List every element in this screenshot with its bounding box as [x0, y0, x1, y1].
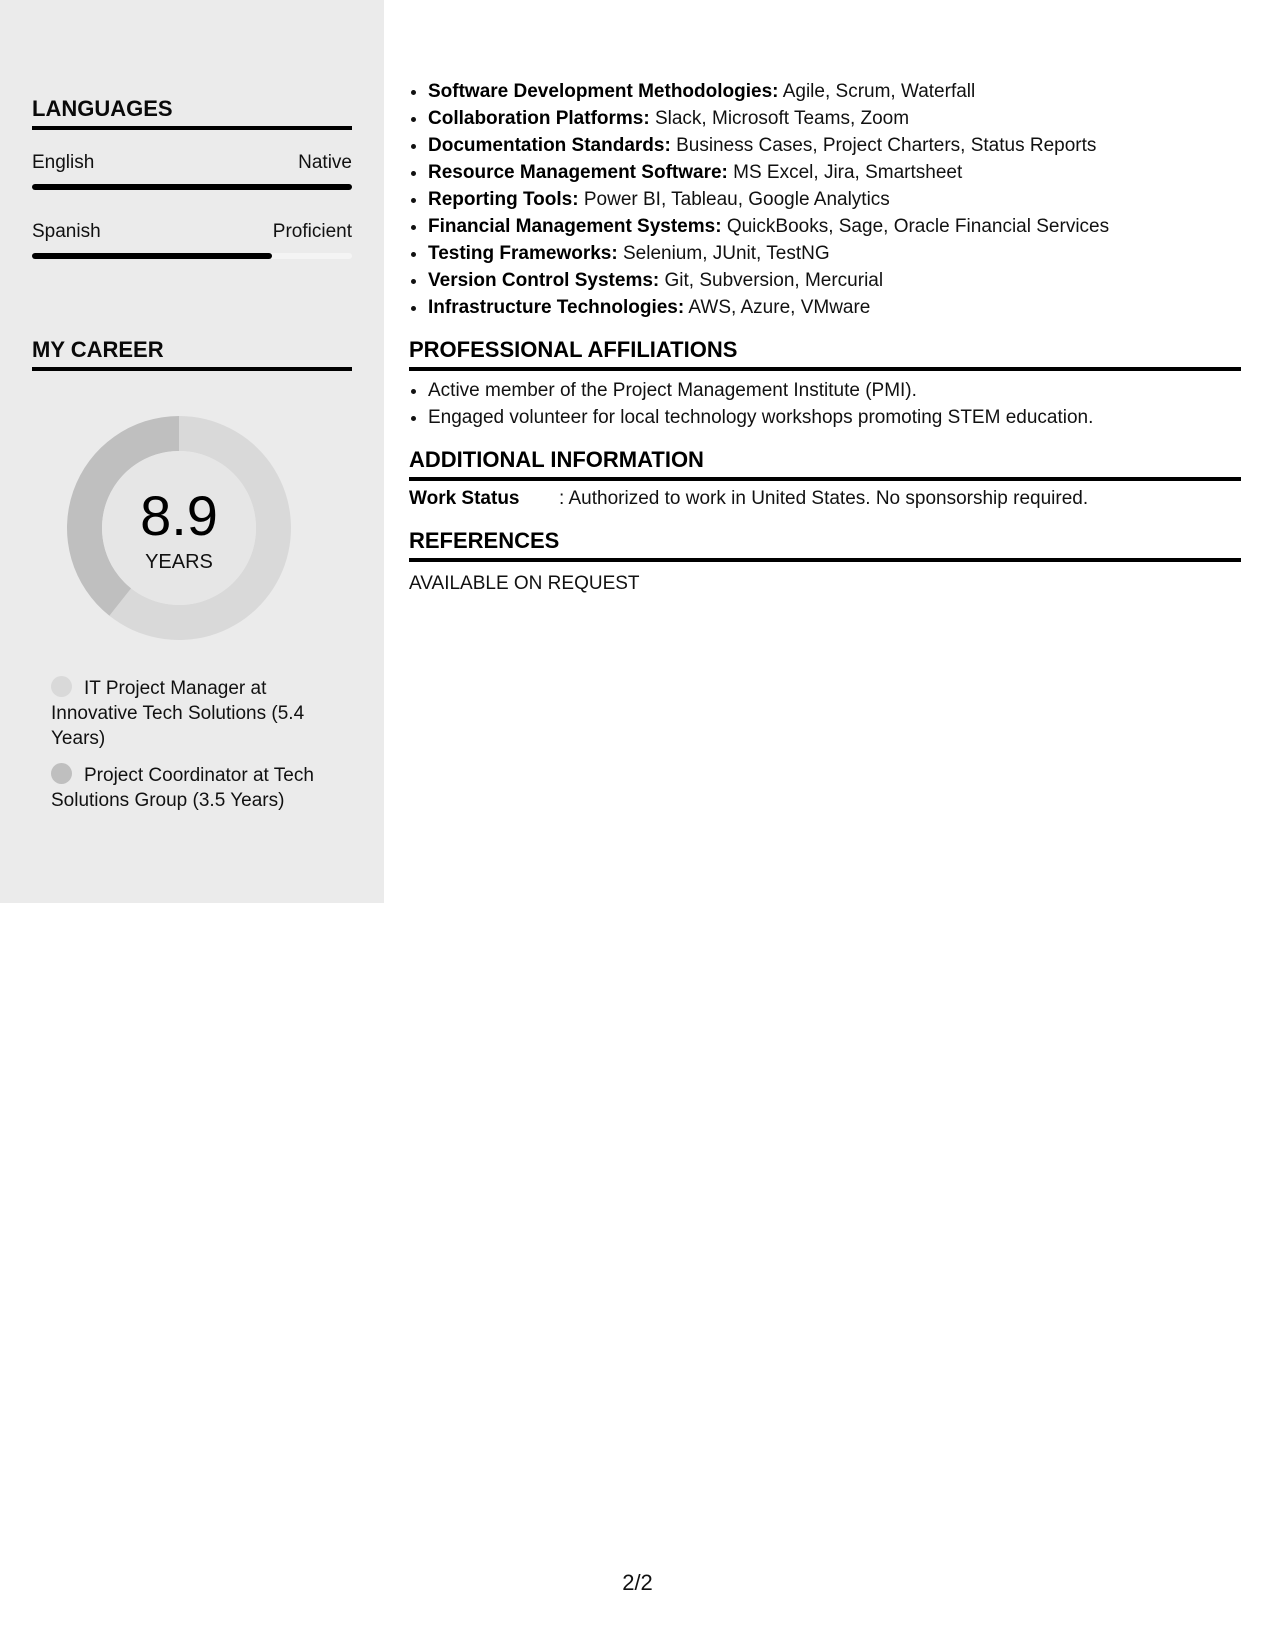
career-total-unit: YEARS — [145, 551, 213, 573]
language-row-english — [32, 152, 352, 178]
legend-dot-icon — [51, 763, 72, 784]
skills-list — [409, 78, 1241, 321]
language-bar-fill — [32, 253, 272, 259]
affiliation-item: • Active member of the Project Management Institute (PMI). — [428, 377, 1241, 404]
skill-item: • Resource Management Software: MS Excel, Jira, Smartsheet — [428, 159, 1241, 186]
career-legend-item — [51, 763, 341, 813]
skill-item: • Collaboration Platforms: Slack, Microsoft Teams, Zoom — [428, 105, 1241, 132]
language-row-spanish — [32, 221, 352, 247]
affiliations-heading: PROFESSIONAL AFFILIATIONS — [409, 337, 1241, 371]
additional-info-heading: ADDITIONAL INFORMATION — [409, 447, 1241, 481]
skill-item: • Version Control Systems: Git, Subversion, Mercurial — [428, 267, 1241, 294]
language-bar-spanish — [32, 253, 352, 259]
language-level: Proficient — [272, 221, 352, 242]
skill-item: • Testing Frameworks: Selenium, JUnit, TestNG — [428, 240, 1241, 267]
career-legend — [51, 676, 341, 825]
main-content — [409, 78, 1241, 597]
skill-item: • Financial Management Systems: QuickBooks, Sage, Oracle Financial Services — [428, 213, 1241, 240]
work-status-value: : Authorized to work in United States. No sponsorship required. — [559, 488, 1089, 509]
page-number: 2/2 — [622, 1570, 653, 1595]
work-status-label: Work Status — [409, 488, 520, 509]
languages-heading: LANGUAGES — [32, 96, 173, 121]
career-role-label: Project Coordinator at Tech Solutions Group (3.5 Years) — [51, 765, 314, 811]
references-text: AVAILABLE ON REQUEST — [409, 573, 640, 594]
career-rule — [32, 367, 352, 371]
skill-item: • Software Development Methodologies: Agile, Scrum, Waterfall — [428, 78, 1241, 105]
career-total-value: 8.9 — [140, 484, 218, 547]
career-heading: MY CAREER — [32, 337, 164, 362]
career-donut-chart — [67, 416, 291, 640]
skill-item: • Infrastructure Technologies: AWS, Azure, VMware — [428, 294, 1241, 321]
language-name: English — [32, 152, 95, 173]
skill-item: • Reporting Tools: Power BI, Tableau, Google Analytics — [428, 186, 1241, 213]
skill-item: • Documentation Standards: Business Cases, Project Charters, Status Reports — [428, 132, 1241, 159]
career-role-label: IT Project Manager at Innovative Tech Solutions (5.4 Years) — [51, 678, 305, 749]
career-legend-item — [51, 676, 341, 751]
languages-rule — [32, 126, 352, 130]
sidebar — [0, 0, 384, 903]
language-level: Native — [298, 152, 352, 173]
affiliations-list — [409, 377, 1241, 431]
legend-dot-icon — [51, 676, 72, 697]
affiliation-item: • Engaged volunteer for local technology workshops promoting STEM education. — [428, 404, 1241, 431]
references-heading: REFERENCES — [409, 528, 1241, 562]
language-bar-fill — [32, 184, 352, 190]
language-bar-english — [32, 184, 352, 190]
work-status-row — [409, 485, 1241, 512]
language-name: Spanish — [32, 221, 101, 242]
